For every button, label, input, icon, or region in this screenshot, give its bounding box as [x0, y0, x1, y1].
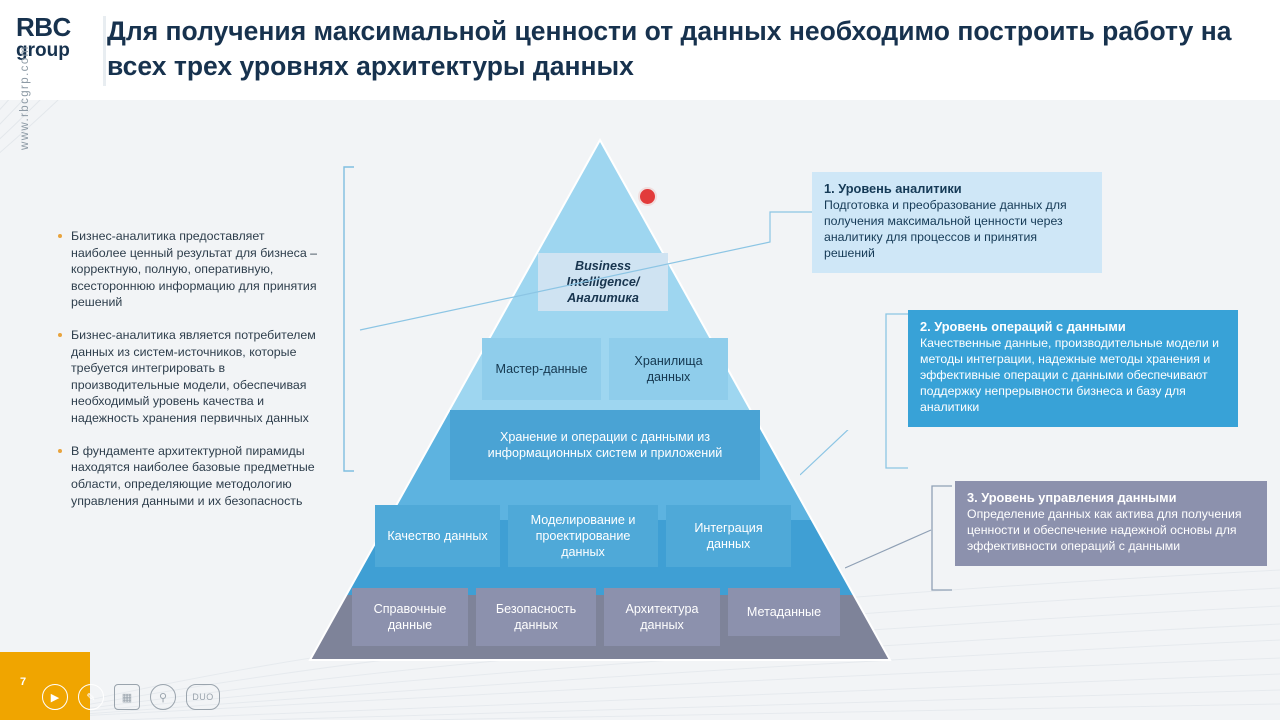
callout-title: 1. Уровень аналитики — [824, 181, 962, 196]
pen-icon[interactable]: ✎ — [78, 684, 104, 710]
bullet-list — [58, 228, 318, 525]
pyramid-level4-item: Архитектура данных — [604, 588, 720, 646]
page-number: 7 — [20, 676, 27, 688]
pyramid-level2-item: Хранилища данных — [609, 338, 728, 400]
connector-apex-to-callout1 — [350, 180, 820, 340]
pyramid-level4-item: Метаданные — [728, 588, 840, 636]
connector-pyramid-to-callout3 — [845, 470, 935, 570]
duo-icon[interactable]: DUO — [186, 684, 220, 710]
pyramid-level2-item: Мастер-данные — [482, 338, 601, 400]
list-item: Бизнес-аналитика является потребителем данных из систем-источников, которые требуется интегрировать в производительные модели, обеспечивая необходимый уровень качества и надежность хранения первичных данных — [58, 327, 318, 427]
logo-sub-text: group — [16, 40, 70, 61]
header-divider — [103, 16, 106, 86]
list-item: В фундаменте архитектурной пирамиды находятся наиболее базовые предметные области, определяющие методологию управления данными и их безопасность — [58, 443, 318, 509]
play-icon[interactable]: ▶ — [42, 684, 68, 710]
callout-body: Определение данных как актива для получения ценности и обеспечение надежной основы для эффективности операций с данными — [967, 507, 1242, 553]
grid-icon[interactable]: ▦ — [114, 684, 140, 710]
callout-analytics-level — [812, 172, 1102, 273]
pyramid-level3-item: Интеграция данных — [666, 505, 791, 567]
callout-governance-level — [955, 481, 1267, 566]
callout-title: 3. Уровень управления данными — [967, 490, 1177, 505]
pyramid-apex-label: Business Intelligence/ Аналитика — [538, 253, 668, 311]
pyramid-level4-item: Безопасность данных — [476, 588, 596, 646]
logo-main-text: RBC — [16, 12, 71, 42]
callout-body: Качественные данные, производительные модели и методы интеграции, надежные методы хранения и эффективные операции с данными обеспечивают поддержку непрерывности бизнеса и базу для аналитики — [920, 336, 1219, 414]
player-controls[interactable] — [42, 682, 220, 712]
callout-operations-level — [908, 310, 1238, 427]
callout-body: Подготовка и преобразование данных для получения максимальной ценности через аналитику для процессов и принятия решений — [824, 198, 1067, 260]
pyramid-level3-item: Моделирование и проектирование данных — [508, 505, 658, 567]
pyramid-level4-item: Справочные данные — [352, 588, 468, 646]
callout-title: 2. Уровень операций с данными — [920, 319, 1126, 334]
pyramid-level3-item: Качество данных — [375, 505, 500, 567]
list-item: Бизнес-аналитика предоставляет наиболее ценный результат для бизнеса – корректную, полную, оперативную, всестороннюю информацию для принятия решений — [58, 228, 318, 311]
slide-header — [0, 0, 1280, 100]
search-icon[interactable]: ⚲ — [150, 684, 176, 710]
site-url-vertical: www.rbcgrp.com — [19, 45, 31, 150]
page-title: Для получения максимальной ценности от данных необходимо построить работу на всех трех уровнях архитектуры данных — [107, 16, 1232, 81]
pyramid-storage-band: Хранение и операции с данными из информационных систем и приложений — [450, 410, 760, 480]
